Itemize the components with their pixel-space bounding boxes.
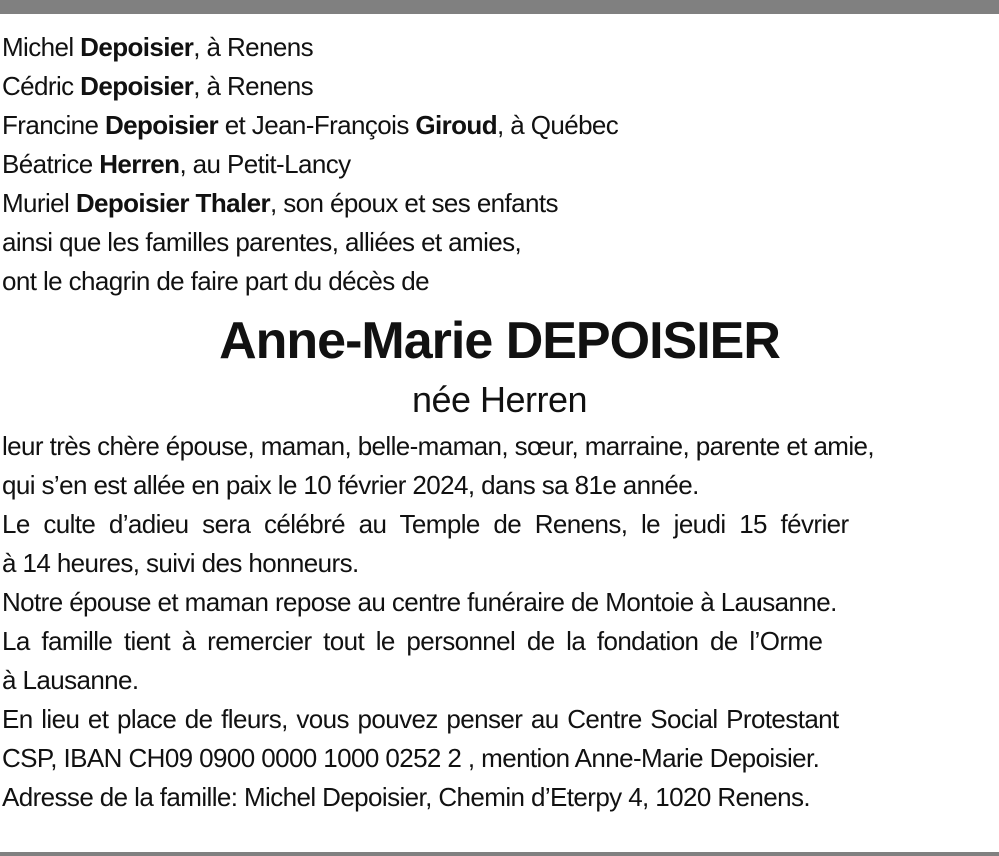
paragraph-thanks	[2, 622, 997, 700]
service-line-1: Le culte d’adieu sera célébré au Temple de Renens, le jeudi 15 février	[2, 509, 849, 539]
first-name: Béatrice	[2, 149, 93, 179]
location: , au Petit-Lancy	[179, 149, 351, 179]
family-line-5	[2, 184, 997, 223]
paragraph-donation	[2, 700, 997, 778]
last-name: Herren	[99, 149, 180, 179]
service-line-2: à 14 heures, suivi des honneurs.	[2, 548, 359, 578]
deceased-block	[2, 307, 997, 425]
bottom-rule	[0, 852, 999, 856]
family-line-2	[2, 67, 997, 106]
first-name: Muriel	[2, 188, 70, 218]
deceased-name: Anne-Marie DEPOISIER	[219, 312, 780, 370]
first-name: Michel	[2, 32, 74, 62]
top-rule	[0, 0, 999, 14]
tribute-line-2: qui s’en est allée en paix le 10 février 2024, dans sa 81e année.	[2, 470, 699, 500]
paragraph-service	[2, 505, 997, 583]
donation-line-2: CSP, IBAN CH09 0900 0000 1000 0252 2 , mention Anne-Marie Depoisier.	[2, 743, 820, 773]
partner-first-name: et Jean-François	[218, 110, 416, 140]
location: , à Renens	[193, 71, 313, 101]
location: , son époux et ses enfants	[269, 188, 558, 218]
location: , à Renens	[193, 32, 313, 62]
partner-last-name: Giroud	[415, 110, 497, 140]
last-name: Depoisier Thaler	[75, 188, 270, 218]
paragraph-tribute	[2, 427, 997, 505]
intro-line-2: ont le chagrin de faire part du décès de	[2, 266, 429, 296]
address-line: Adresse de la famille: Michel Depoisier, Chemin d’Eterpy 4, 1020 Renens.	[2, 782, 811, 812]
maiden-name: née Herren	[411, 379, 588, 420]
last-name: Depoisier	[104, 110, 219, 140]
last-name: Depoisier	[80, 32, 194, 62]
tribute-line-1: leur très chère épouse, maman, belle-maman, sœur, marraine, parente et amie,	[2, 431, 875, 461]
paragraph-repose	[2, 583, 997, 622]
first-name: Cédric	[2, 71, 74, 101]
first-name: Francine	[2, 110, 99, 140]
last-name: Depoisier	[80, 71, 194, 101]
obituary-notice	[2, 28, 997, 817]
location: , à Québec	[497, 110, 619, 140]
paragraph-address	[2, 778, 997, 817]
repose-line: Notre épouse et maman repose au centre funéraire de Montoie à Lausanne.	[2, 587, 837, 617]
thanks-line-2: à Lausanne.	[2, 665, 139, 695]
family-line-3	[2, 106, 997, 145]
family-line-1	[2, 28, 997, 67]
family-line-4	[2, 145, 997, 184]
donation-line-1: En lieu et place de fleurs, vous pouvez penser au Centre Social Protestant	[2, 704, 839, 734]
thanks-line-1: La famille tient à remercier tout le personnel de la fondation de l’Orme	[2, 626, 823, 656]
intro-line-1: ainsi que les familles parentes, alliées et amies,	[2, 227, 522, 257]
